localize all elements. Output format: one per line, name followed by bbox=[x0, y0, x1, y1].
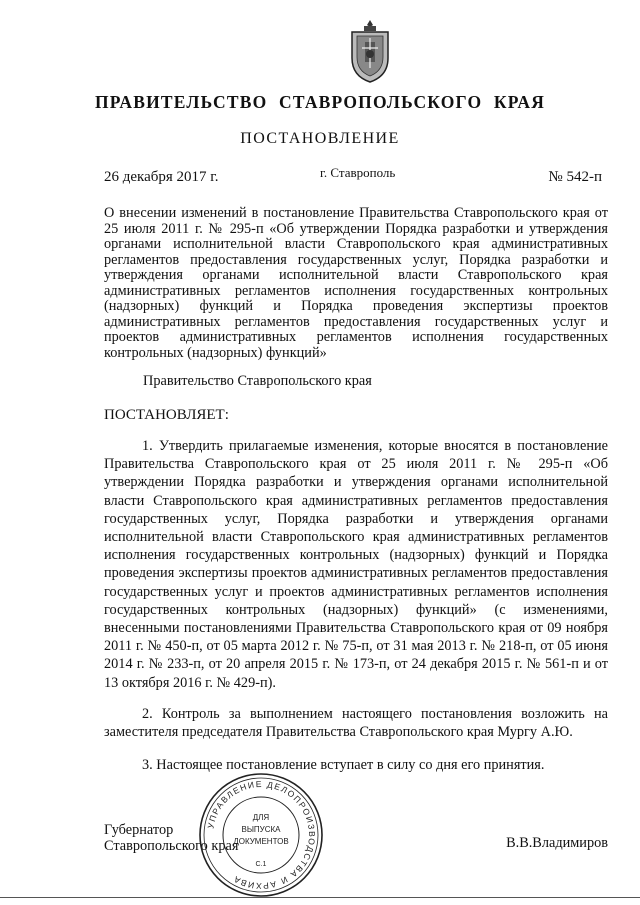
stamp-ring-text: УПРАВЛЕНИЕ ДЕЛОПРОИЗВОДСТВА И АРХИВА bbox=[205, 778, 318, 892]
office-stamp bbox=[196, 770, 326, 900]
decree-word: ПОСТАНОВЛЯЕТ: bbox=[104, 407, 229, 423]
coat-of-arms-emblem bbox=[347, 18, 393, 84]
stamp-code: С.1 bbox=[255, 861, 267, 868]
paragraph-3: 3. Настоящее постановление вступает в силу со дня его принятия. bbox=[142, 757, 545, 773]
document-heading: О внесении изменений в постановление Правительства Ставропольского края от 25 июля 2011 г. № 295-п «Об утверждении Порядка разработки и утверждения органами исполнительной власти Ставропольского края административных регламентов предоставления государственных услуг, Порядка разработки и утверждения органами исполнительной власти Ставропольского края административных регламентов исполнения государственных контрольных (надзорных) функций и Порядка проведения экспертизы проектов административных регламентов предоставления государственных услуг и проектов административных регламентов исполнения государственных контрольных (надзорных) функций» bbox=[104, 205, 608, 361]
paragraph-1: 1. Утвердить прилагаемые изменения, которые вносятся в постановление Правительства Ставропольского края от 25 июля 2011 г. № 295-п «Об утверждении Порядка разработки и утверждения органами исполнительной власти Ставропольского края административных регламентов предоставления государственных услуг, Порядка разработки и утверждения органами исполнительной власти Ставропольского края административных регламентов исполнения государственных контрольных (надзорных) функций и Порядка проведения экспертизы проектов административных регламентов предоставления государственных услуг и проектов административных регламентов исполнения государственных контрольных (надзорных) функций» (с изменениями, внесенными постановлениями Правительства Ставропольского края от 09 ноября 2011 г. № 450-п, от 05 марта 2012 г. № 75-п, от 31 мая 2013 г. № 218-п, от 05 июня 2014 г. № 233-п, от 20 апреля 2015 г. № 173-п, от 24 декабря 2015 г. № 561-п и от 13 октября 2016 г. № 429-п). bbox=[104, 438, 608, 691]
government-title: ПРАВИТЕЛЬСТВО СТАВРОПОЛЬСКОГО КРАЯ bbox=[94, 92, 546, 112]
document-type: ПОСТАНОВЛЕНИЕ bbox=[240, 130, 400, 147]
stamp-center-line3: ДОКУМЕНТОВ bbox=[233, 837, 289, 846]
signatory-title-line1: Губернатор bbox=[104, 822, 174, 838]
paragraph-2: 2. Контроль за выполнением настоящего постановления возложить на заместителя председателя Правительства Ставропольского края Мургу А.Ю. bbox=[104, 706, 608, 741]
stamp-center-line2: ВЫПУСКА bbox=[241, 825, 281, 834]
signatory-name: В.В.Владимиров bbox=[506, 835, 608, 851]
signatory-title-line2: Ставропольского края bbox=[104, 838, 239, 854]
document-number: № 542-п bbox=[548, 169, 602, 185]
bottom-border-line bbox=[0, 897, 640, 898]
stamp-center-line1: ДЛЯ bbox=[252, 813, 270, 822]
document-city: г. Ставрополь bbox=[320, 165, 396, 180]
government-name: Правительство Ставропольского края bbox=[143, 373, 372, 389]
document-date: 26 декабря 2017 г. bbox=[104, 169, 219, 185]
